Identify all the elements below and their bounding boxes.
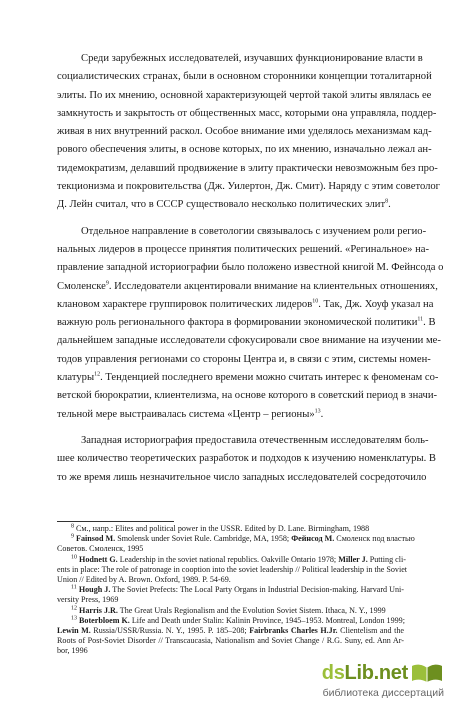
footnote-ref: 13 [314,408,321,415]
footnote-line: $^9$ Fainsod M. Smolensk under Soviet Rule. Cambridge, MA, 1958; Фейнсод М. Смоленск под властью [71,533,415,544]
footnote-number: 8 [71,523,74,530]
text-line: Среди зарубежных исследователей, изучавших функционирование власти в [81,53,423,64]
footnote-line: Union // Edited by A. Brown. Oxford, 1989. P. 54-69. [57,574,231,584]
text-line: Западная историография предоставила отечественным исследователям боль- [81,434,429,446]
footnote-line: $^{13}$ Boterbloem K. Life and Death under Stalin: Kalinin Province, 1945–1953. Montreal, London 1999; [71,615,405,625]
text-line: Д. Лейн считал, что в СССР существовало несколько политических элит$^8$. [57,198,391,211]
open-book-icon [410,662,444,684]
footnote-number: 12 [71,604,77,611]
footnote-number: 13 [71,615,77,621]
watermark [284,661,444,703]
footnote-line: versity Press, 1969 [57,595,119,605]
text-line: ветской бюрократии, клиентелизма, на основе которого в советский период в значи- [57,390,438,402]
footnote-line: bor, 1996 [57,646,88,656]
footnote-ref: 12 [94,371,101,378]
footnote-number: 10 [71,553,77,560]
text-line: тодов управления регионами со стороны Центра и, в связи с этим, системы номен- [57,353,431,365]
footnote-line: Roots of Post-Soviet Disorder // Transcaucasia, Nationalism and Soviet Change / R.G. Suny, ed. Ann Ar- [57,636,404,646]
text-line: важную роль регионального фактора в формировании экономической политики$^{11}$. В [57,316,436,329]
text-line: социалистических странах, были в основном сторонники концепции тоталитарной [57,71,432,83]
text-line: то же время лишь незначительное число западных исследователей сосредоточило [57,471,427,483]
text-line: тельной мере выстраивалась система «Центр – регионы»$^{13}$. [57,408,324,420]
footnote-ref: 11 [417,316,424,323]
footnote-line: Lewin M. Russia/USSR/Russia. N. Y., 1995. P. 185–208; Fairbranks Charles H.Jr. Clientelism and the [57,625,405,635]
text-line: Отдельное направление в советологии связывалось с изучением роли регио- [81,225,427,237]
footnotes [57,523,415,656]
text-line: клатуры$^{12}$. Тенденцией последнего времени можно считать интерес к феноменам со- [57,371,439,384]
text-line: дальнейшем западные исследователи сфокусировали свое внимание на изучении ме- [57,335,441,347]
text-line: тидемократизм, делавший продвижение в элиту практически невозможным без про- [57,162,438,174]
footnote-line: ents in place: The role of patronage in cooption into the soviet leadership // Political leadership in the Soviet [57,564,408,574]
watermark-subtitle: библиотека диссертаций [322,687,444,699]
watermark-logo: dsLib.net [321,661,408,684]
text-line: текционизма и покровительства (Дж. Уилертон, Дж. Смит). Наряду с этим советолог [57,181,441,193]
footnote-separator [57,521,174,522]
text-line: нальных лидеров в процессе принятия политических решений. «Регинальное» на- [57,243,430,255]
text-line: шее количество теоретических разработок и подходов к изучению номенклатуры. В [57,453,436,465]
footnote-line: $^8$ Cм., напр.: Elites and political power in the USSR. Edited by D. Lane. Birmingham, 1988 [71,523,370,533]
footnote-line: $^{12}$ Harris J.R. The Great Urals Regionalism and the Evolution Soviet Sistem. Ithaca, N. Y., 1999 [71,604,386,615]
text-line: правление западной историографии было положено известной книгой М. Фейнсода о [57,262,444,274]
footnote-ref: 10 [312,298,319,305]
text-line: рового обеспечения элиты, в основе которых, по их мнению, изначально лежал ан- [57,144,432,156]
footnote-ref: 9 [105,280,109,287]
text-line: Смоленске$^9$. Исследователи акцентировали внимание на клиентельных отношениях, [57,280,438,292]
footnote-number: 9 [71,533,74,540]
footnote-line: $^{11}$ Hough J. The Soviet Prefects: The Local Party Organs in Industrial Decision-making. Harvard Uni- [71,584,404,595]
footnote-line: Советов. Смоленск, 1995 [57,544,144,554]
text-line: замкнутость и закрытость от общественных масс, которыми она управляла, поддер- [57,107,437,119]
text-line: живая в них внутренний раскол. Особое внимание ими уделялось механизмам кад- [57,126,432,138]
text-line: клановом характере группировок политических лидеров$^{10}$. Так, Дж. Хоуф указал на [57,298,434,310]
body-text [57,50,444,487]
footnote-line: $^{10}$ Hodnett G. Leadership in the soviet national republics. Oakville Ontario 1978; Miller J. Putting cli- [71,553,406,564]
footnote-number: 11 [71,584,77,591]
text-line: элиты. По их мнению, основной характеризующей чертой такой элиты являлась ее [57,89,432,101]
footnote-ref: 8 [385,198,389,205]
